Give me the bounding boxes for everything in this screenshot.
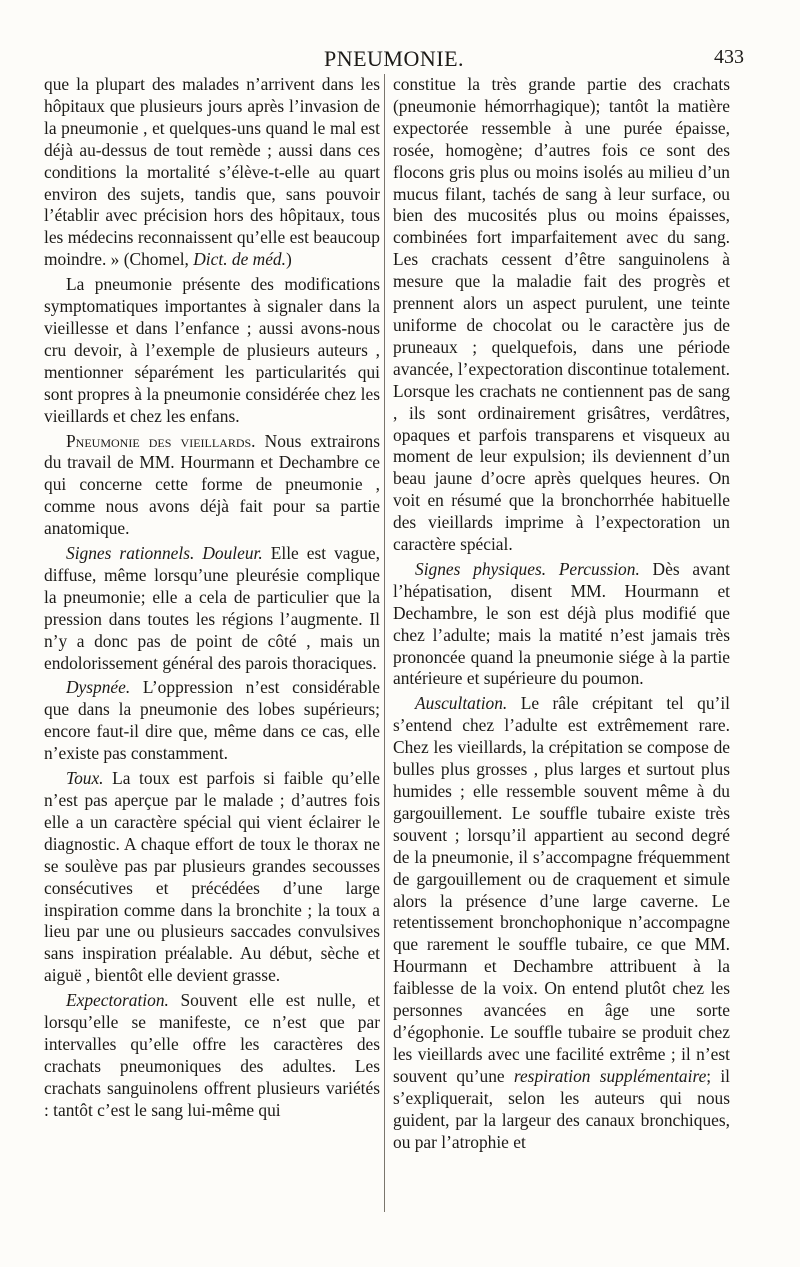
paragraph-vieillards: Pneumonie des vieillards. Nous extrairons du travail de MM. Hourmann et Dechambre ce qui concerne cette forme de pneumonie , comme nous avons déjà fait pour sa partie anatomique. <box>44 430 380 539</box>
paragraph-dyspnee: Dyspnée. L’oppression n’est considérable que dans la pneumonie des lobes supérieurs; encore faut-il dire que, même dans ce cas, elle n’existe pas constamment. <box>44 677 380 764</box>
paragraph-modifications: La pneumonie présente des modifications symptomatiques importantes à signaler dans la vieillesse et dans l’enfance ; aussi avons-nous cru devoir, à l’exemple de plusieurs auteurs , mentionner séparément les particularités qui sont propres à la pneumonie considérée chez les vieillards et chez les enfans. <box>44 274 380 426</box>
section-heading: Auscultation. <box>415 693 508 714</box>
page-title: PNEUMONIE. <box>323 46 465 71</box>
section-heading: Pneumonie des vieillards. <box>66 430 256 451</box>
paragraph-douleur: Signes rationnels. Douleur. Elle est vague, diffuse, même lorsqu’une pleurésie complique la pneumonie; elle a cela de particulier que la pression dans toutes les régions l’augmente. Il n’y a donc pas de point de côté , mais un endolorissement général des parois thoraciques. <box>44 543 380 673</box>
section-heading: Signes physiques. Percussion. <box>415 558 640 579</box>
paragraph-percussion: Signes physiques. Percussion. Dès avant l’hépatisation, disent MM. Hourmann et Dechambre, le son est déjà plus modifié que chez l’adulte; mais la matité n’est jamais très prononcée quand la pneumonie siége à la partie antérieure et supérieure du poumon. <box>393 558 730 689</box>
column-divider <box>384 74 385 1212</box>
citation: Dict. de méd. <box>193 249 286 270</box>
running-head <box>44 46 744 76</box>
section-heading: Expectoration. <box>66 990 169 1011</box>
left-column <box>44 74 380 1122</box>
paragraph-toux: Toux. La toux est parfois si faible qu’elle n’est pas aperçue par le malade ; d’autres fois elle a un caractère spécial qui vient éclairer le diagnostic. A chaque effort de toux le thorax ne se soulève pas par plusieurs grandes secousses consécutives et précédées d’une large inspiration comme dans la bronchite ; la toux a lieu par une ou plusieurs saccades convulsives sans inspiration préalable. Au début, sèche et aiguë , bientôt elle devient grasse. <box>44 768 380 986</box>
paragraph-expectoration: Expectoration. Souvent elle est nulle, et lorsqu’elle se manifeste, ce n’est que par intervalles qu’elle offre les caractères des crachats pneumoniques des adultes. Les crachats sanguinolens offrent plusieurs variétés : tantôt c’est le sang lui-même qui <box>44 990 380 1120</box>
right-column <box>393 74 730 1153</box>
paragraph-auscultation: Auscultation. Le râle crépitant tel qu’il s’entend chez l’adulte est extrêmement rare. Chez les vieillards, la crépitation se compose de bulles plus grosses , plus larges et surtout plus humides ; elle ressemble souvent même à du gargouillement. Le souffle tubaire existe très souvent ; lorsqu’il appartient au second degré de la pneumonie, il s’accompagne fréquemment de gargouillement ou de craquement et simule alors la présence d’une large caverne. Le retentissement bronchophonique n’accompagne que rarement le souffle tubaire, ce que MM. Hourmann et Dechambre attribuent à la faiblesse de la voix. On entend plutôt chez les personnes avancées en âge une sorte d’égophonie. Le souffle tubaire se produit chez les vieillards avec une facilité extrême ; il n’est souvent qu’une respiration supplémentaire; il s’expliquerait, selon les auteurs qui nous guident, par la largeur des canaux bronchiques, ou par l’atrophie et <box>393 693 731 1152</box>
section-heading: Signes rationnels. Douleur. <box>66 543 263 564</box>
page-number: 433 <box>714 46 744 68</box>
paragraph-crachats: constitue la très grande partie des crachats (pneumonie hémorrhagique); tantôt la matière expectorée ressemble à une purée épaisse, rosée, homogène; d’autres fois ce sont des flocons gris plus ou moins isolés au milieu d’un mucus filant, tachés de sang à leur surface, ou bien des mucosités plus ou moins épaisses, combinées fort imparfaitement avec du sang. Les crachats cessent d’être sanguinolens à mesure que la maladie fait des progrès et prennent alors un aspect purulent, une teinte uniforme de chocolat ou le caractère jus de pruneaux ; quelquefois, dans une période avancée, l’expectoration discontinue totalement. Lorsque les crachats ne contiennent pas de sang , ils sont ordinairement grisâtres, verdâtres, opaques et parfois transparens et visqueux au moment de leur expulsion; ils deviennent d’un beau jaune d’ocre après quelques heures. On voit en résumé que la bronchorrhée habituelle des vieillards imprime à l’expectoration un caractère spécial. <box>393 74 730 555</box>
section-heading: Toux. <box>66 768 104 789</box>
emphasis-term: respiration supplémentaire <box>513 1065 707 1086</box>
paragraph-mortality: que la plupart des malades n’arrivent dans les hôpitaux que plusieurs jours après l’invasion de la pneumonie , et quelques-uns quand le mal est déjà au-dessus de tout remède ; aussi dans ces conditions la mortalité s’élève-t-elle au quart environ des sujets, tandis que, sans pouvoir l’établir avec précision hors des hôpitaux, tous les médecins reconnaissent qu’elle est beaucoup moindre. » (Chomel, Dict. de méd.) <box>44 74 380 270</box>
section-heading: Dyspnée. <box>66 677 131 698</box>
